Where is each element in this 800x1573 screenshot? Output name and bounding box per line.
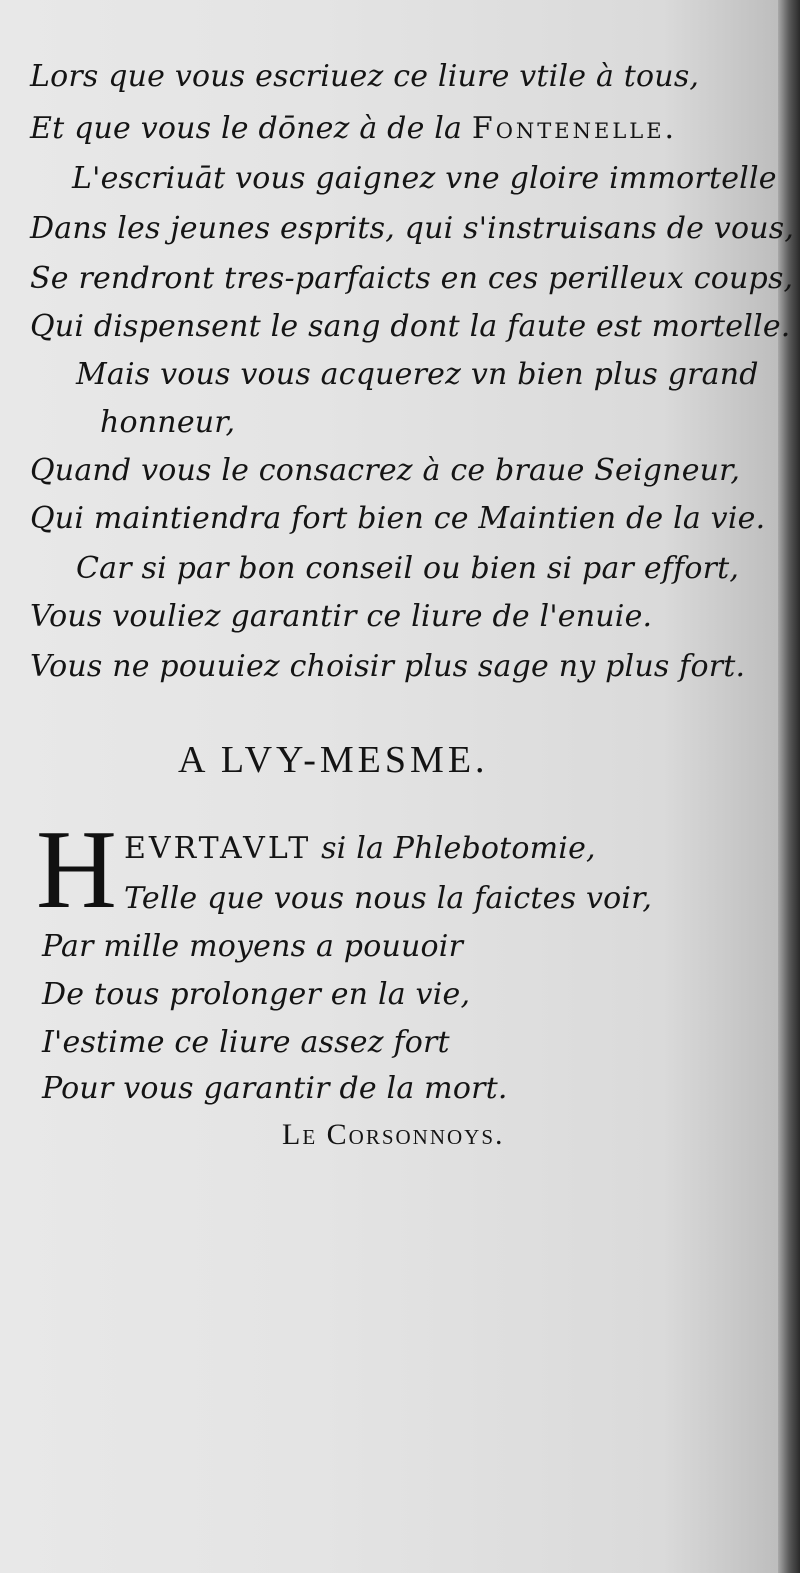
sonnet-line-5: Se rendront tres-parfaicts en ces perilleux coups, xyxy=(30,261,794,296)
sonnet-line-6: Qui dispensent le sang dont la faute est mortelle. xyxy=(30,309,791,344)
epigram-line-4: De tous prolonger en la vie, xyxy=(42,977,471,1012)
name-heurtavlt: EVRTAVLT xyxy=(124,831,312,866)
sonnet-line-1: Lors que vous escriuez ce liure vtile à tous, xyxy=(30,59,700,94)
sonnet-line-7: Mais vous vous acquerez vn bien plus grand xyxy=(76,357,759,392)
signature: Le Corsonnoys. xyxy=(282,1118,505,1151)
sonnet-line-10: Car si par bon conseil ou bien si par effort, xyxy=(76,551,740,586)
sonnet-line-2 xyxy=(30,112,677,146)
sonnet-line-2-text: Et que vous le dōnez à de la xyxy=(30,111,472,146)
epigram-line-3: Par mille moyens a pouuoir xyxy=(42,929,464,964)
epigram-line-6: Pour vous garantir de la mort. xyxy=(42,1071,508,1106)
epigram-line-2: Telle que vous nous la faictes voir, xyxy=(124,881,653,916)
sonnet-line-11: Vous vouliez garantir ce liure de l'enuie. xyxy=(30,599,653,634)
epigram-line-1 xyxy=(124,832,596,866)
sonnet-line-4: Dans les jeunes esprits, qui s'instruisans de vous, xyxy=(30,211,795,246)
sonnet-line-7-continued: honneur, xyxy=(100,405,236,440)
sonnet-line-8: Quand vous le consacrez à ce braue Seigneur, xyxy=(30,453,741,488)
epigram-line-5: I'estime ce liure assez fort xyxy=(42,1025,450,1060)
epigram-line-1-text: si la Phlebotomie, xyxy=(311,831,596,866)
sonnet-line-3: L'escriuāt vous gaignez vne gloire immortelle xyxy=(72,161,777,196)
drop-cap: H xyxy=(36,808,117,932)
sonnet-line-12: Vous ne pouuiez choisir plus sage ny plus fort. xyxy=(30,649,746,684)
name-fontenelle: Fontenelle. xyxy=(471,111,678,146)
sonnet-line-9: Qui maintiendra fort bien ce Maintien de la vie. xyxy=(30,501,766,536)
section-heading: A LVY-MESME. xyxy=(178,739,489,781)
